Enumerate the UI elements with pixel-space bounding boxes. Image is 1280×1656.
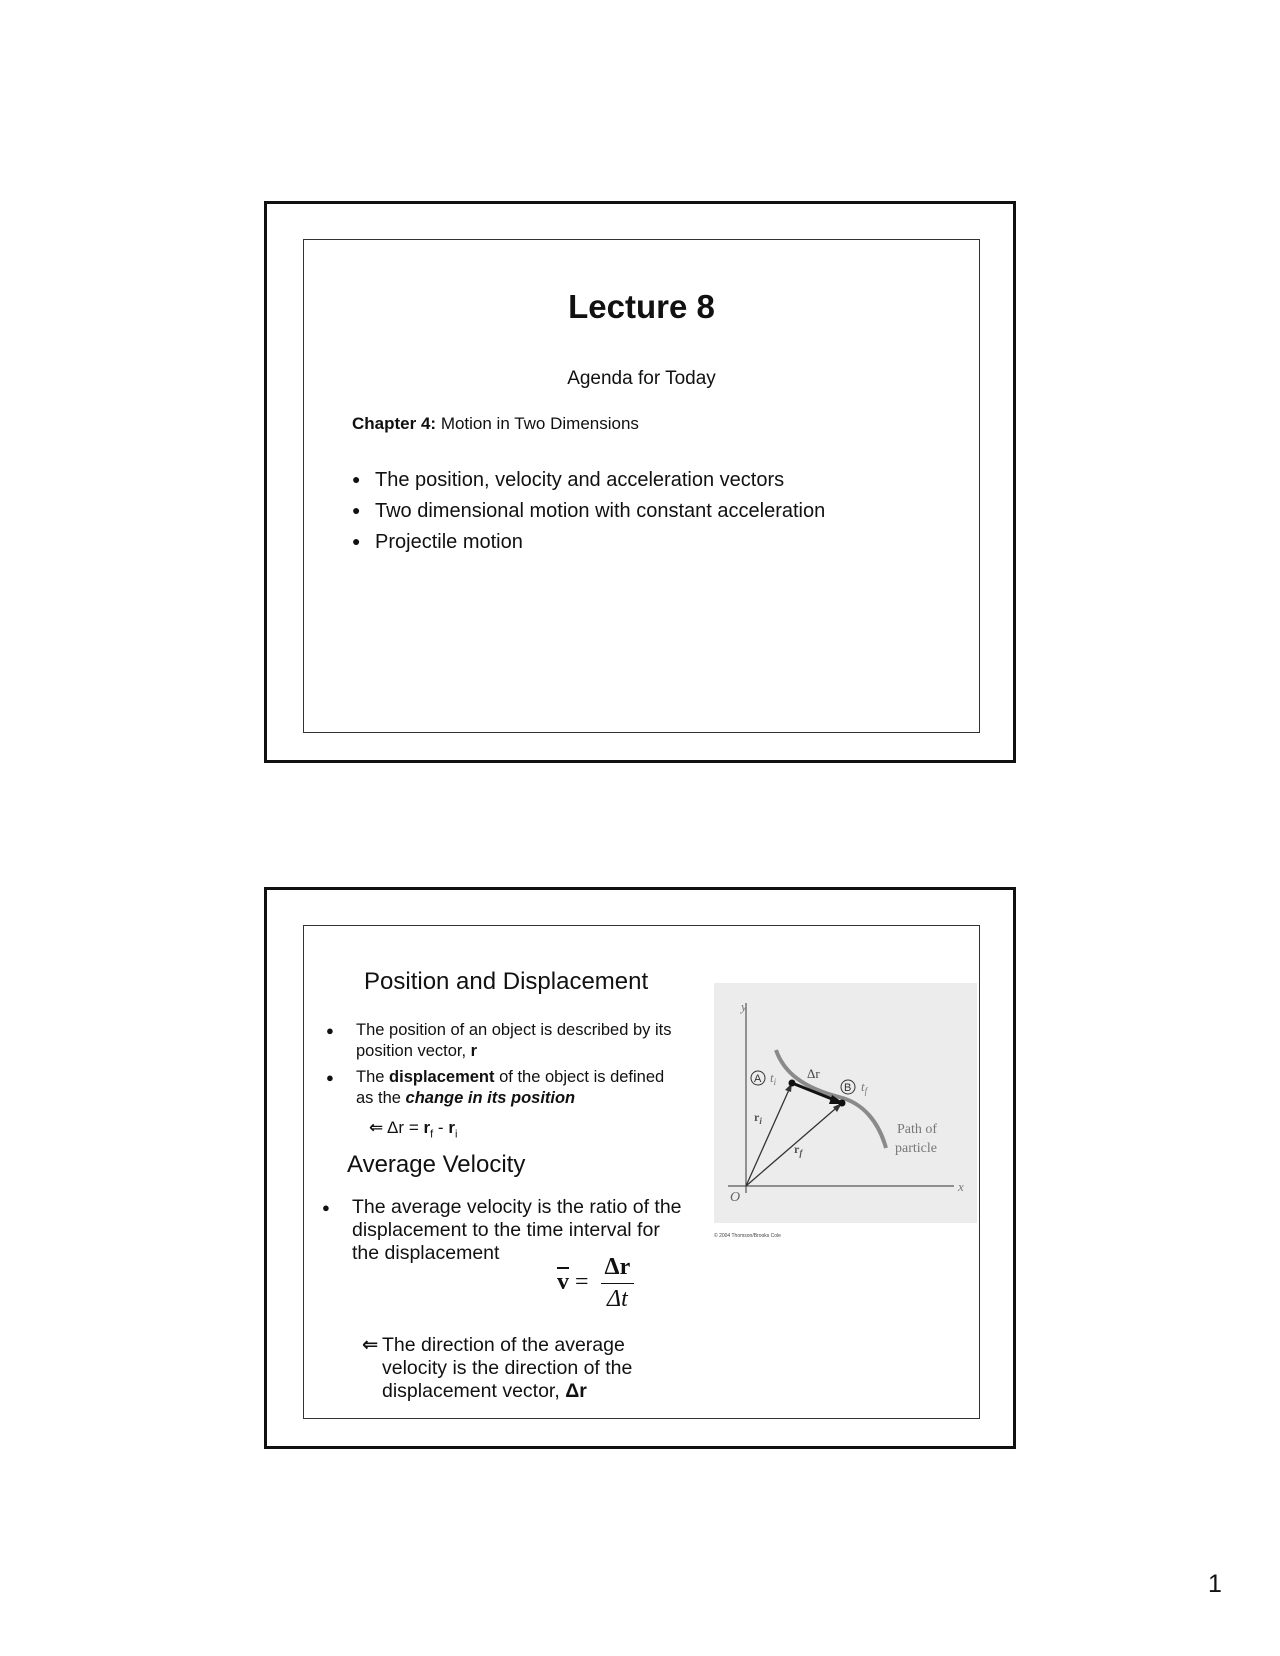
point-b-label: B (844, 1082, 852, 1094)
subscript: i (454, 1128, 458, 1141)
bullet-dot-icon: ● (352, 471, 361, 487)
delta-r-label: Δr (807, 1066, 820, 1081)
subscript: i (773, 1077, 777, 1087)
agenda-item (352, 495, 825, 526)
path-label-line1: Path of (897, 1122, 938, 1137)
slide-subtitle: Agenda for Today (567, 368, 716, 389)
figure-copyright: © 2004 Thomson/Brooks Cole (714, 1233, 781, 1239)
point-b-marker (839, 1100, 846, 1107)
chapter-line (352, 414, 639, 434)
vector-symbol: Δr (565, 1380, 587, 1402)
slide-2 (303, 925, 980, 1419)
origin-label: O (730, 1190, 741, 1205)
point-a-marker (789, 1080, 796, 1087)
page-number: 1 (1208, 1570, 1222, 1598)
equals-sign: = (575, 1269, 589, 1296)
average-velocity-bullet (322, 1196, 692, 1265)
slide-2-frame (264, 887, 1016, 1449)
bullet-text: The position of an object is described by its position vector, (356, 1021, 672, 1060)
emphasis-text: change in its position (405, 1089, 576, 1107)
agenda-item-text: Two dimensional motion with constant acceleration (375, 500, 826, 522)
bullet-text: of the object is defined as the (356, 1068, 665, 1107)
agenda-item (352, 464, 825, 495)
r-initial: r (448, 1118, 455, 1137)
displacement-bullet (326, 1067, 686, 1109)
delta-r: Δr (387, 1118, 405, 1137)
t-symbol: t (861, 1079, 865, 1094)
agenda-list (352, 464, 825, 557)
direction-note (362, 1334, 652, 1403)
subscript: f (430, 1128, 434, 1141)
bullet-text: The average velocity is the ratio of the displacement to the time interval for the displacement (352, 1196, 682, 1264)
denominator: Δt (607, 1286, 628, 1312)
position-bullet (326, 1020, 686, 1062)
displacement-diagram (714, 983, 977, 1223)
bullet-dot-icon: ● (326, 1023, 334, 1038)
section-title: Average Velocity (347, 1151, 526, 1178)
left-arrow-icon: ⇐ (369, 1118, 384, 1137)
bullet-dot-icon: ● (352, 533, 361, 549)
vector-symbol: r (470, 1042, 478, 1060)
bullet-dot-icon: ● (352, 502, 361, 518)
equals-sign: = (408, 1118, 419, 1137)
agenda-item-text: Projectile motion (375, 531, 523, 553)
bullet-dot-icon: ● (326, 1070, 334, 1085)
y-axis-label: y (741, 999, 747, 1014)
x-axis-label: x (958, 1179, 964, 1194)
t-symbol: t (770, 1070, 774, 1085)
bullet-text: The (356, 1068, 385, 1086)
subscript: i (759, 1116, 762, 1126)
bullet-dot-icon: ● (322, 1200, 330, 1215)
slide-1 (303, 239, 980, 733)
note-text: The direction of the average velocity is the direction of the displacement vector, (382, 1334, 633, 1402)
bold-term: displacement (389, 1068, 495, 1086)
chapter-label: Chapter 4: (352, 414, 437, 433)
r-symbol: r (794, 1142, 800, 1156)
left-arrow-icon: ⇐ (362, 1334, 379, 1356)
agenda-item (352, 526, 825, 557)
fraction (601, 1254, 635, 1313)
slide-title: Position and Displacement (364, 968, 649, 995)
numerator: Δr (601, 1254, 635, 1284)
displacement-equation (369, 1118, 457, 1140)
displacement-figure (714, 983, 977, 1223)
v-bar: $\overline{v}$ (557, 1269, 569, 1296)
path-label-line2: particle (895, 1141, 937, 1156)
r-symbol: r (754, 1110, 760, 1124)
agenda-item-text: The position, velocity and acceleration vectors (375, 469, 785, 491)
average-velocity-formula (557, 1254, 634, 1313)
chapter-text: Motion in Two Dimensions (440, 414, 639, 433)
point-a-label: A (754, 1073, 762, 1085)
subscript: f (864, 1086, 868, 1096)
r-final: r (423, 1118, 431, 1137)
slide-1-frame (264, 201, 1016, 763)
slide-title: Lecture 8 (568, 288, 715, 325)
subscript: f (799, 1148, 803, 1158)
minus-sign: - (437, 1118, 444, 1137)
